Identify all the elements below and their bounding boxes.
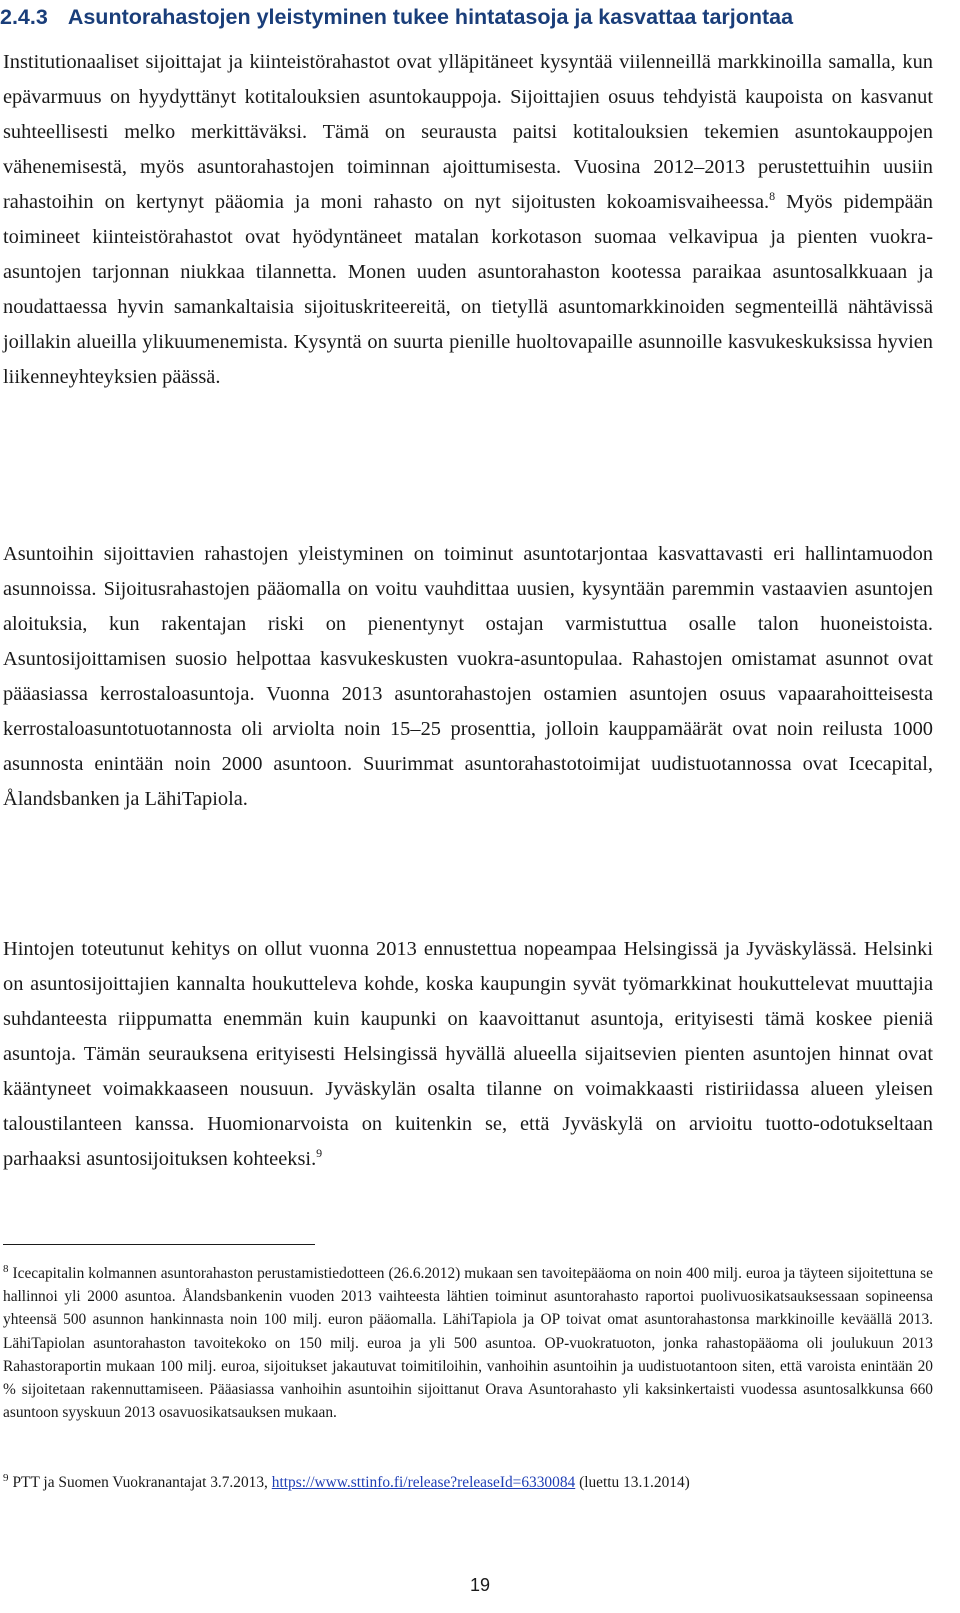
footnote-9-text-a: PTT ja Suomen Vuokranantajat 3.7.2013, <box>12 1474 272 1491</box>
paragraph-1-text-b: Myös pidempään toimineet kiinteistörahastot ovat hyödyntäneet matalan korkotason suomaa velkavipua ja pienten vuokra-asuntojen tarjonnan niukkaa tilannetta. Monen uuden asuntorahaston kootessa paraikaa asuntosalkkuaan ja noudattaessa hyvin samankaltaisia sijoituskriteereitä, on tietyllä asuntomarkkinoiden segmenteillä nähtävissä joillakin alueilla ylikuumenemista. Kysyntä on suurta pienille huoltovapaille asunnoille kasvukeskuksissa hyvien liikenneyhteyksien päässä. <box>3 191 933 388</box>
paragraph-2 <box>3 537 933 817</box>
footnote-8-mark: 8 <box>3 1262 9 1275</box>
paragraph-3 <box>3 932 933 1177</box>
paragraph-3-text: Hintojen toteutunut kehitys on ollut vuonna 2013 ennustettua nopeampaa Helsingissä ja Jyväskylässä. Helsinki on asuntosijoittajien kannalta houkutteleva kohde, koska kaupungin syvät työmarkkinat houkuttelevat muuttajia suhdanteesta riippumatta enemmän kuin kaupunki on kaavoittanut asuntoja, erityisesti tämä koskee pieniä asuntoja. Tämän seurauksena erityisesti Helsingissä hyvällä alueella sijaitsevien pienten asuntojen hinnat ovat kääntyneet voimakkaaseen nousuun. Jyväskylän osalta tilanne on voimakkaasti ristiriidassa alueen yleisen taloustilanteen kanssa. Huomionarvoista on kuitenkin se, että Jyväskylä on arvioitu tuotto-odotukseltaan parhaaksi asuntosijoituksen kohteeksi. <box>3 938 933 1170</box>
footnote-separator <box>3 1244 315 1245</box>
paragraph-1-text-a: Institutionaaliset sijoittajat ja kiinteistörahastot ovat ylläpitäneet kysyntää viilenneillä markkinoilla samalla, kun epävarmuus on hyydyttänyt kotitalouksien asuntokauppoja. Sijoittajien osuus tehdyistä kaupoista on kasvanut suhteellisesti melko merkittäväksi. Tämä on seurausta paitsi kotitalouksien tekemien asuntokauppojen vähenemisestä, myös asuntorahastojen toiminnan ajoittumisesta. Vuosina 2012–2013 perustettuihin uusiin rahastoihin on kertynyt pääomia ja moni rahasto on nyt sijoitusten kokoamisvaiheessa. <box>3 51 933 213</box>
footnote-ref-8[interactable]: 8 <box>769 189 776 204</box>
footnote-8-text: Icecapitalin kolmannen asuntorahaston perustamistiedotteen (26.6.2012) mukaan sen tavoitepääoma on noin 400 milj. euroa ja täyteen sijoitettuna se hallinnoi yli 2000 asuntoa. Ålandsbankenin vuoden 2013 vaihteesta lähtien toiminut asuntorahasto raportoi puolivuosikatsauksessaan sopineensa yhteensä 500 asunnon hankinnasta noin 100 milj. euron pääomalla. LähiTapiola ja OP toivat omat asuntorahastonsa markkinoille keväällä 2013. LähiTapiolan asuntorahaston tavoitekoko on 150 milj. euroa ja yli 500 asuntoa. OP-vuokratuoton, jonka rahastopääoma oli joulukuun 2013 Rahastoraportin mukaan 100 milj. euroa, sijoitukset jakautuvat toimitiloihin, vanhoihin asuntoihin ja uudistuotantoon siten, että varoista enintään 20 % sijoitetaan rakennuttamiseen. Pääasiassa vanhoihin asuntoihin sijoittanut Orava Asuntorahasto yli kaksinkertaisti vuodessa asuntosalkkunsa 660 asuntoon syyskuun 2013 osavuosikatsauksen mukaan. <box>3 1265 933 1422</box>
paragraph-2-text: Asuntoihin sijoittavien rahastojen yleistyminen on toiminut asuntotarjontaa kasvattavasti eri hallintamuodon asunnoissa. Sijoitusrahastojen pääomalla on voitu vauhdittaa uusien, kysyntään paremmin vastaavien asuntojen aloituksia, kun rakentajan riski on pienentynyt ostajan varmistuttua osalle talon huoneistoista. Asuntosijoittamisen suosio helpottaa kasvukeskusten vuokra-asuntopulaa. Rahastojen omistamat asunnot ovat pääasiassa kerrostaloasuntoja. Vuonna 2013 asuntorahastojen ostamien asuntojen osuus vapaarahoitteisesta kerrostaloasuntotuotannosta oli arviolta noin 15–25 prosenttia, jolloin kauppamäärät ovat noin reilusta 1000 asunnosta enintään noin 2000 asuntoon. Suurimmat asuntorahastotoimijat uudistuotannossa ovat Icecapital, Ålandsbanken ja LähiTapiola. <box>3 543 933 810</box>
paragraph-1 <box>3 45 933 395</box>
footnote-9-mark: 9 <box>3 1471 9 1484</box>
footnote-9-text-b: (luettu 13.1.2014) <box>575 1474 690 1491</box>
page-number: 19 <box>469 1575 491 1595</box>
section-heading <box>0 2 960 32</box>
footnote-9-link[interactable]: https://www.sttinfo.fi/release?releaseId=6330084 <box>271 1474 576 1491</box>
footnote-ref-9[interactable]: 9 <box>316 1146 323 1161</box>
section-title: Asuntorahastojen yleistyminen tukee hintatasoja ja kasvattaa tarjontaa <box>67 5 794 29</box>
footnote-9 <box>3 1471 933 1494</box>
section-number: 2.4.3 <box>0 5 48 29</box>
footnote-8 <box>3 1262 933 1424</box>
